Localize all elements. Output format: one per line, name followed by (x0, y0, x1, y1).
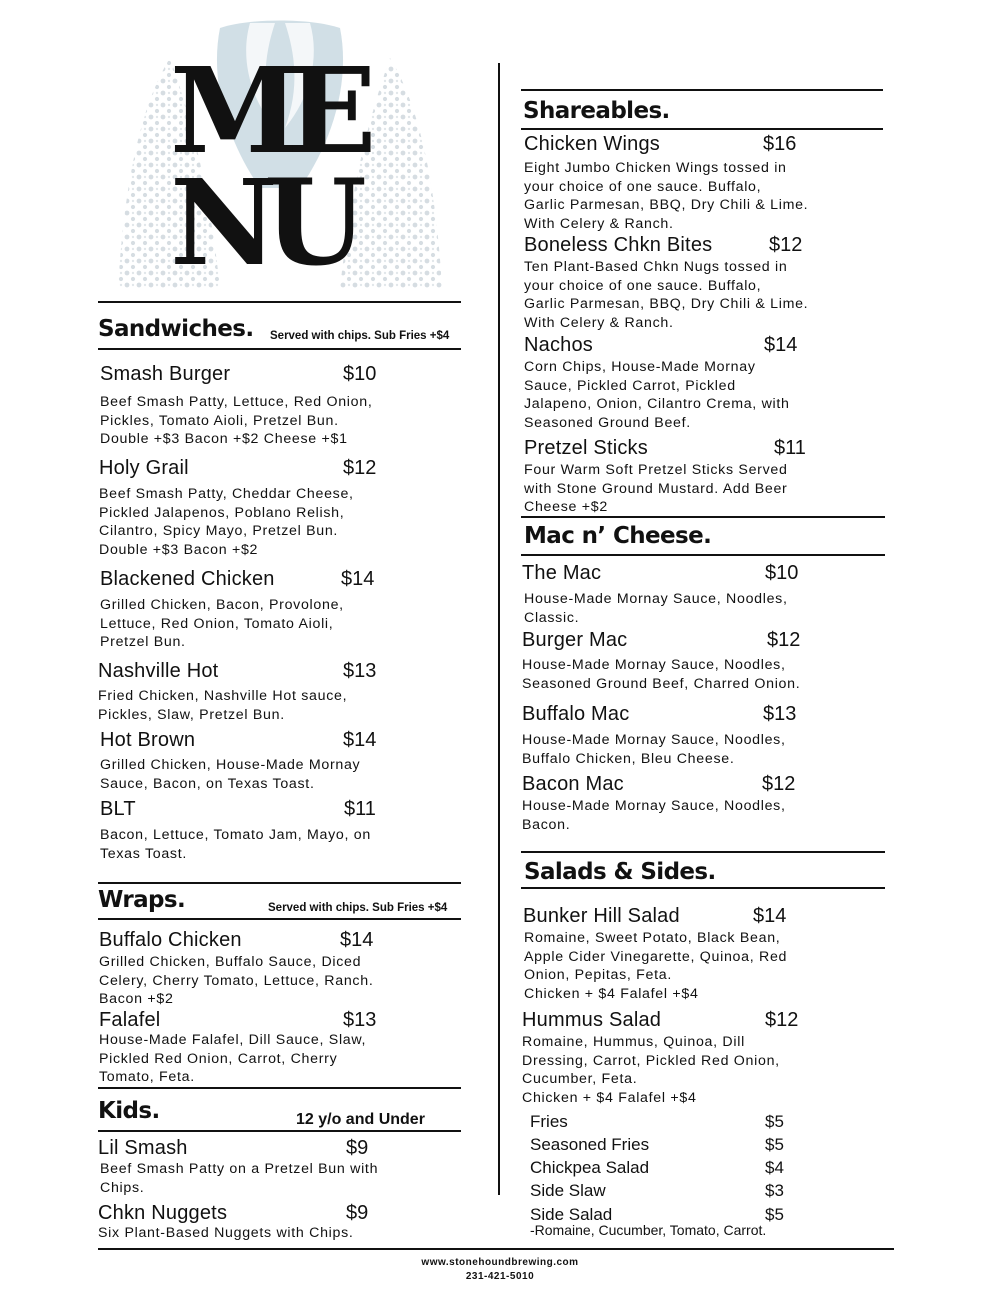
item-name: Nashville Hot (98, 660, 219, 682)
item-description: Corn Chips, House-Made Mornay Sauce, Pickled Carrot, Pickled Jalapeno, Onion, Cilantro Crema, with Seasoned Ground Beef. (524, 359, 790, 431)
rule-salads-bottom (521, 887, 885, 889)
item-name: Bunker Hill Salad (523, 905, 680, 927)
item-price: $13 (343, 1009, 377, 1031)
rule-sandwiches-top (98, 301, 461, 303)
rule-shareables-top (521, 89, 883, 91)
item-description: House-Made Mornay Sauce, Noodles, Seasoned Ground Beef, Charred Onion. (522, 657, 801, 692)
item-description: House-Made Falafel, Dill Sauce, Slaw, Pickled Red Onion, Carrot, Cherry Tomato, Feta. (99, 1032, 367, 1085)
rule-sandwiches-bottom (98, 348, 461, 350)
item-name: BLT (100, 798, 136, 820)
item-description: Beef Smash Patty on a Pretzel Bun with Chips. (100, 1161, 379, 1196)
item-description: Grilled Chicken, Bacon, Provolone, Lettuce, Red Onion, Tomato Aioli, Pretzel Bun. (100, 597, 344, 650)
item-description: House-Made Mornay Sauce, Noodles, Bacon. (522, 798, 786, 833)
footer-phone: 231-421-5010 (465, 1271, 535, 1282)
item-description: Grilled Chicken, House-Made Mornay Sauce, Bacon, on Texas Toast. (100, 757, 361, 792)
item-description: Beef Smash Patty, Cheddar Cheese, Pickled Jalapenos, Poblano Relish, Cilantro, Spicy Mayo, Pretzel Bun. Double +$3 Bacon +$2 (99, 486, 354, 558)
footer-rule (98, 1248, 894, 1250)
item-name: Chkn Nuggets (98, 1202, 228, 1224)
item-name: Smash Burger (100, 363, 231, 385)
rule-wraps-bottom (98, 918, 461, 920)
item-name: Pretzel Sticks (524, 437, 648, 459)
item-price: $14 (343, 729, 377, 751)
item-price: $13 (343, 660, 377, 682)
item-price: $11 (344, 798, 376, 820)
item-description: House-Made Mornay Sauce, Noodles, Classic. (524, 591, 788, 626)
item-price: $10 (343, 363, 377, 385)
item-price: $12 (769, 234, 803, 256)
item-price: $9 (346, 1202, 369, 1224)
item-price: $12 (767, 629, 801, 651)
logo-line-1: ME (170, 41, 363, 180)
rule-wraps-top (98, 882, 461, 884)
side-price: $5 (765, 1205, 784, 1224)
item-name: Burger Mac (522, 629, 628, 651)
menu-logo (100, 18, 460, 298)
sandwiches-note: Served with chips. Sub Fries +$4 (270, 330, 450, 342)
rule-kids-top (98, 1087, 461, 1089)
item-price: $14 (341, 568, 375, 590)
logo-line-2: NU (170, 153, 353, 292)
item-description: Four Warm Soft Pretzel Sticks Served with Stone Ground Mustard. Add Beer Cheese +$2 (524, 462, 788, 515)
footer-website: www.stonehoundbrewing.com (421, 1257, 579, 1268)
section-title-salads: Salads & Sides. (524, 859, 716, 885)
item-description: Fried Chicken, Nashville Hot sauce, Pickles, Slaw, Pretzel Bun. (98, 688, 348, 723)
section-title-wraps: Wraps. (98, 887, 186, 913)
item-name: Blackened Chicken (100, 568, 275, 590)
item-description: Romaine, Sweet Potato, Black Bean, Apple Cider Vinegarette, Quinoa, Red Onion, Pepitas, Feta. Chicken + $4 Falafel +$4 (524, 930, 788, 1002)
item-name: Holy Grail (99, 457, 189, 479)
item-name: Boneless Chkn Bites (524, 234, 713, 256)
item-price: $16 (763, 133, 797, 155)
section-title-mac: Mac n’ Cheese. (524, 523, 712, 549)
item-description: Eight Jumbo Chicken Wings tossed in your choice of one sauce. Buffalo, Garlic Parmesan, BBQ, Dry Chili & Lime. With Celery & Ranch. (524, 160, 809, 232)
side-name: Side Salad (530, 1205, 613, 1224)
side-price: $5 (765, 1135, 784, 1154)
item-price: $11 (774, 437, 806, 459)
item-description: Six Plant-Based Nuggets with Chips. (98, 1225, 354, 1241)
item-name: Buffalo Chicken (99, 929, 242, 951)
section-title-kids: Kids. (98, 1098, 160, 1124)
item-name: The Mac (522, 562, 602, 584)
side-name: Side Slaw (530, 1181, 606, 1200)
item-name: Hot Brown (100, 729, 196, 751)
item-name: Hummus Salad (522, 1009, 662, 1031)
item-name: Lil Smash (98, 1137, 188, 1159)
section-title-shareables: Shareables. (523, 98, 670, 124)
rule-salads-top (521, 851, 885, 853)
side-name: Chickpea Salad (530, 1158, 650, 1177)
rule-mac-top (521, 516, 885, 518)
item-price: $10 (765, 562, 799, 584)
item-description: Romaine, Hummus, Quinoa, Dill Dressing, Carrot, Pickled Red Onion, Cucumber, Feta. Chicken + $4 Falafel +$4 (522, 1034, 780, 1106)
item-price: $14 (340, 929, 374, 951)
side-name: Seasoned Fries (530, 1135, 650, 1154)
wraps-note: Served with chips. Sub Fries +$4 (268, 902, 448, 914)
side-price: $5 (765, 1112, 784, 1131)
rule-shareables-bottom (521, 128, 883, 130)
side-price: $4 (765, 1158, 784, 1177)
item-description: Ten Plant-Based Chkn Nugs tossed in your choice of one sauce. Buffalo, Garlic Parmesan, BBQ, Dry Chili & Lime. With Celery & Ranch. (524, 259, 809, 331)
item-price: $9 (346, 1137, 369, 1159)
item-name: Nachos (524, 334, 594, 356)
column-divider (498, 63, 500, 1195)
item-name: Falafel (99, 1009, 161, 1031)
item-price: $14 (764, 334, 798, 356)
item-description: Grilled Chicken, Buffalo Sauce, Diced Celery, Cherry Tomato, Lettuce, Ranch. Bacon +$2 (99, 954, 374, 1007)
item-name: Buffalo Mac (522, 703, 630, 725)
item-price: $14 (753, 905, 787, 927)
side-name: Fries (530, 1112, 568, 1131)
item-name: Bacon Mac (522, 773, 624, 795)
side-salad-note: -Romaine, Cucumber, Tomato, Carrot. (530, 1222, 767, 1238)
item-price: $12 (343, 457, 377, 479)
item-price: $12 (765, 1009, 799, 1031)
side-price: $3 (765, 1181, 784, 1200)
item-description: Bacon, Lettuce, Tomato Jam, Mayo, on Texas Toast. (100, 827, 371, 862)
item-description: Beef Smash Patty, Lettuce, Red Onion, Pickles, Tomato Aioli, Pretzel Bun. Double +$3 Bacon +$2 Cheese +$1 (100, 394, 373, 447)
item-price: $12 (762, 773, 796, 795)
item-price: $13 (763, 703, 797, 725)
rule-mac-bottom (521, 554, 885, 556)
kids-note: 12 y/o and Under (296, 1111, 425, 1128)
item-description: House-Made Mornay Sauce, Noodles, Buffalo Chicken, Bleu Cheese. (522, 732, 786, 767)
section-title-sandwiches: Sandwiches. (98, 316, 254, 342)
rule-kids-bottom (98, 1130, 461, 1132)
item-name: Chicken Wings (524, 133, 660, 155)
